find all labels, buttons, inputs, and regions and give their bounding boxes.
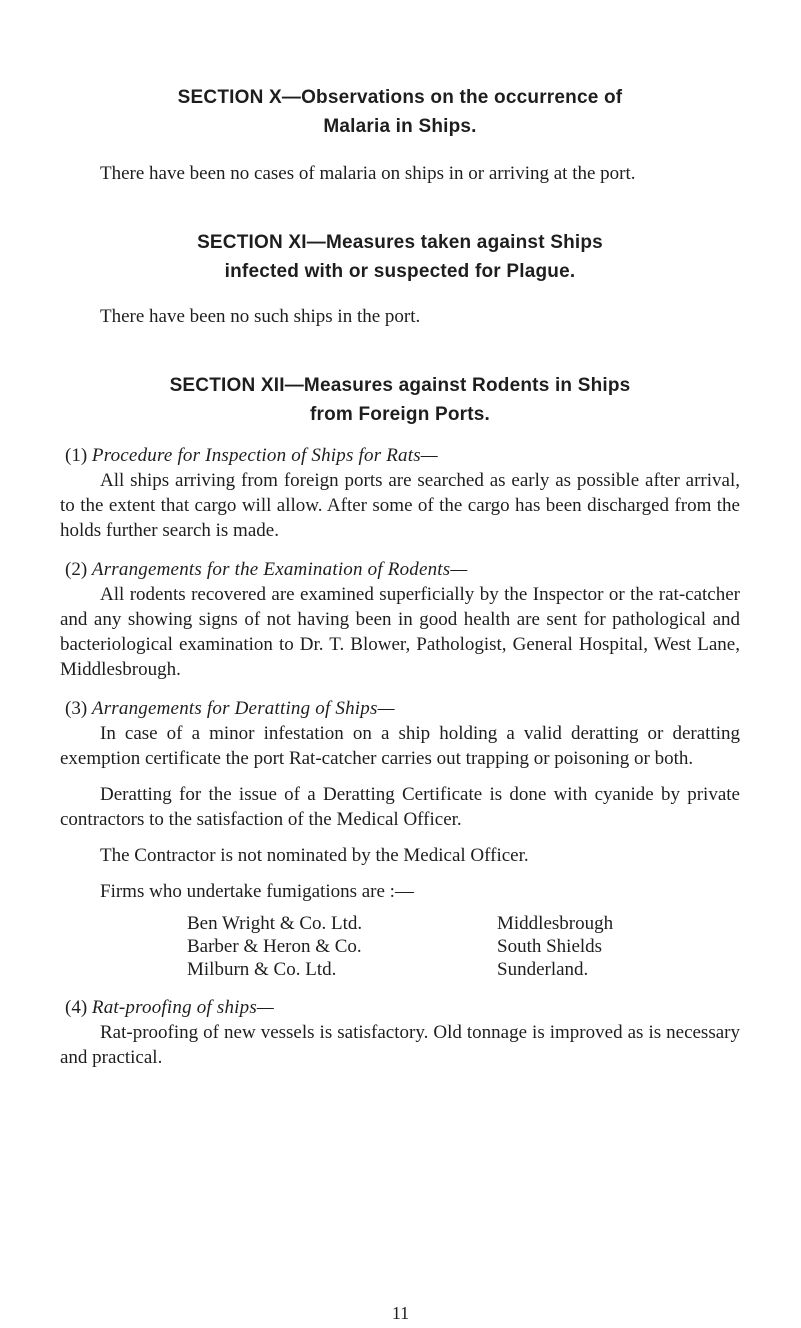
item4-number: (4): [65, 997, 88, 1018]
section-xii-heading-line1: SECTION XII—Measures against Rodents in Ships: [169, 375, 631, 396]
firm-place: South Shields: [497, 936, 603, 957]
item3-heading: [60, 696, 740, 721]
page-number: 11: [391, 1303, 410, 1323]
item3-text2: Deratting for the issue of a Deratting Certificate is done with cyanide by private contractors to the satisfaction of the Medical Officer.: [60, 784, 740, 830]
firm-place: Middlesbrough: [497, 913, 614, 934]
firm-name: Ben Wright & Co. Ltd.: [187, 913, 363, 934]
section-x-heading-line2: Malaria in Ships.: [323, 116, 477, 137]
item3-text4: Firms who undertake fumigations are :—: [100, 881, 414, 902]
firm-name: Milburn & Co. Ltd.: [187, 959, 337, 980]
item2-title: Arrangements for the Examination of Rodents—: [91, 559, 468, 580]
item4-heading: [60, 995, 740, 1020]
item1-heading: [60, 443, 740, 468]
item1-text: All ships arriving from foreign ports are searched as early as possible after arrival, to the extent that cargo will allow. After some of the cargo has been discharged from the holds further search is made.: [60, 470, 740, 541]
item3-text3: The Contractor is not nominated by the Medical Officer.: [100, 845, 529, 866]
firm-place: Sunderland.: [497, 959, 589, 980]
section-xi-text: There have been no such ships in the port.: [100, 306, 421, 327]
item2-number: (2): [65, 559, 88, 580]
firms-list: [187, 912, 740, 981]
section-x-text: There have been no cases of malaria on ships in or arriving at the port.: [100, 163, 636, 184]
section-xii-heading-line2: from Foreign Ports.: [309, 404, 491, 425]
item1-number: (1): [65, 445, 88, 466]
item2-text: All rodents recovered are examined superficially by the Inspector or the rat-catcher and any showing signs of not having been in good health are sent for pathological and bacteriological examination to Dr. T. Blower, Pathologist, General Hospital, West Lane, Middlesbrough.: [60, 584, 740, 680]
item4-text: Rat-proofing of new vessels is satisfactory. Old tonnage is improved as is necessary and practical.: [60, 1022, 740, 1068]
firm-name: Barber & Heron & Co.: [187, 936, 362, 957]
item3-text1: In case of a minor infestation on a ship holding a valid deratting or deratting exemption certificate the port Rat-catcher carries out trapping or poisoning or both.: [60, 723, 740, 769]
item3-title: Arrangements for Deratting of Ships—: [91, 698, 395, 719]
item1-title: Procedure for Inspection of Ships for Rats—: [91, 445, 438, 466]
item3-number: (3): [65, 698, 88, 719]
item4-title: Rat-proofing of ships—: [91, 997, 275, 1018]
section-xi-heading-line1: SECTION XI—Measures taken against Ships: [197, 232, 603, 253]
section-xi-heading-line2: infected with or suspected for Plague.: [224, 261, 576, 282]
document-page: [60, 0, 740, 1070]
item2-heading: [60, 557, 740, 582]
section-x-heading-line1: SECTION X—Observations on the occurrence of: [177, 87, 623, 108]
